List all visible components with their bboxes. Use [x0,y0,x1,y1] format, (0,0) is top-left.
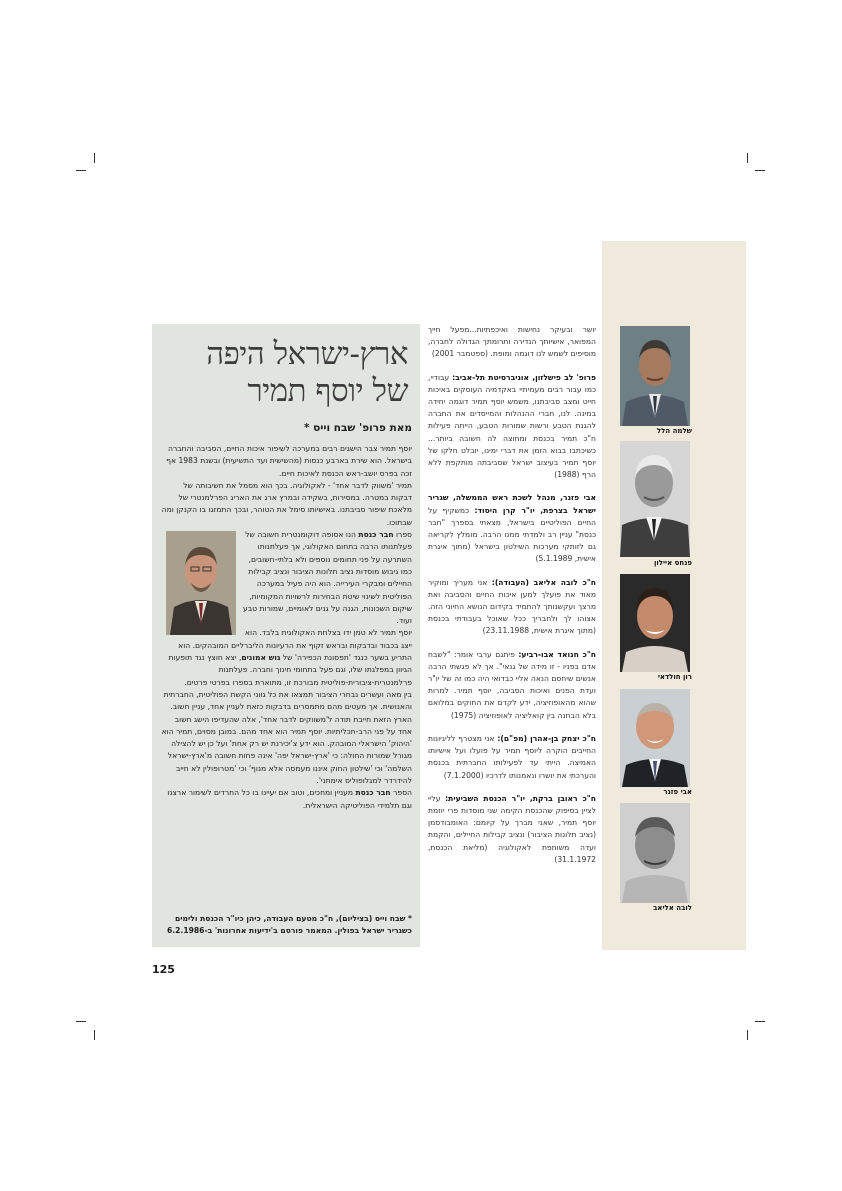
quote-author: ח"כ חנואד אבו-רביע: [518,649,596,659]
quote-author: פרופ' לב פישלזון, אוניברסיטת תל-אביב: [452,372,596,382]
quote-text: עבודיי, כמו עבור רבים מעמיתיי באקדמיה העוסקים באיכות חייט ומצב סביבתנו, משמש יוסף תמיר דוגמה יחידה במינה. לנו, חברי ההנהלות והמייסדים את החברה להגנת הטבע ורשות שמורות הטבע, הייתה פעילות ח"כ תמיר בכנסת ומחוצה לה חשובה ביותר... כשיכתבו בבוא הזמן את דברי ימינו, יובלט חלקו של יוסף תמיר בעיצוב ישראל שסביבתה מותקפת ללא הרף (1988) [428,372,596,480]
title-line-1: ארץ-ישראל היפה [206,336,408,372]
quote [428,492,596,565]
paragraph-text: ספרו [393,530,412,540]
article-body [160,443,412,812]
crop-mark [76,1021,86,1022]
photo-caption: רון חולדאי [657,673,692,681]
book-title: חבר כנסת [355,788,391,798]
portrait-image [620,441,690,557]
article-title [160,336,408,410]
portrait-photo [620,326,690,426]
portrait-image [620,803,690,903]
quote-author: אבי פזנר, מנהל לשכת ראש הממשלה, שגריר ישראל בצרפת, יו"ר קרן היסוד: [428,493,596,515]
crop-mark [94,153,95,163]
quote-text: כמשקיף על החיים הפוליטיים בישראל, מצאתי בספרך "חבר כנסת" עניין רב ולמדתי ממנו הרבה. מומלץ לקריאה גם לזותקי מערכות השילטון בישראל (מתוך איגרת אישית, 5.1.1989) [428,505,596,564]
paragraph-text: מעניין ומחכים, וטוב אם יעיינו בו כל החרדים לשימור ארצנו וגם תלמידי הפוליטיקה הישראלית. [167,788,412,810]
footnote: * שבח וייס (בציליום), ח"כ מטעם העבודה, כיהן כיו"ר הכנסת ולימים כשגריר ישראל בפולין. המאמר פורסם ב'ידיעות אחרונות' ב-6.2.1986 [166,914,412,935]
quote-text: עליי לציין בסיפוק שהכנסת הקימה שני מוסדות פרי יוזמת יוסף תמיר, שאני מברך על קיומם: האומבודסמן (נציב תלונות הציבור) ונציב קבילות החיילים, והקמת ועדה משותפת לאקולוגיה (מליאת הכנסת, 31.1.1972) [428,793,596,864]
crop-mark [755,1021,765,1022]
photo-caption: שלמה הלל [656,427,692,435]
quote [428,733,596,782]
author-portrait-image [166,531,236,635]
crop-mark [747,153,748,163]
photo-caption: לובה אליאב [653,904,692,912]
crop-mark [76,170,86,171]
paragraph: יוסף תמיר צבר הישגים רבים במערכה לשיפור איכות החיים, הסביבה והחברה בישראל. הוא שירת בארבע כנסות (מהשישית ועד התשיעית) ובשנת 1983 אף זכה בפרס יושב-ראש הכנסת לאיכות חיים. [166,444,412,478]
paragraph-text: הנו אסופה דוקומנטרית חשובה של פעלתנותו הרבה בתחום האקולוגי, אך פעלתנותו השתרעה על פני תחומים נוספים ולא בלתי-חשובים, כמו גיבוש מוסדות נציב תלונות הציבור ונציב קבילות החיילים ומבקרי העירייה. הוא היה פעיל במערכה הפוליטית לשינוי שיטת הבחירות לרשויות המקומיות, שיקום השכונות, הגנה על גנים לאומיים, שמורות טבע ועוד. [243,530,412,626]
portrait-photo [620,441,690,557]
paragraph-text: תמיר 'משווק לדבר אחד' - לאקולוגיה. בכך הוא מסמל את חשיבותה של דבקות במטרה. במסירות, בשקידה ובמרץ ארג את האריג הפרלמנטרי של מלאכת שיפור סביבתנו. באישיותו סימל את הטוהר, ובכך התמזגו בו הקנקן ומה שבתוכו. [161,480,412,527]
photo-column [602,241,746,950]
portrait-photo [620,689,690,787]
photo-caption: פנחס איילון [653,559,692,567]
quote-author: ח"כ לובה אליאב (העבודה): [491,577,596,587]
article-panel [152,324,420,947]
paragraph [160,480,412,529]
crop-mark [747,1030,748,1040]
paragraph: בין מאה ועשרים נבחרי הציבור תמצאו את כל גווני הקשת הפוליטית, החברתית והאנושית. אך מעטים מהם מתמסרים בדבקות כזאת לעניין אחד, עניין חשוב. הארץ הזאת חייבת תודה ל'משווקים לדבר אחד', אלה שהעדיפו הישג חשוב אחד על פני הרב-תכליתיות. יוסף תמיר הוא אחד מהם. במובן מסוים, תמיר הוא 'היהוק' הישראלי המובהק. הוא ידע צ'יכירנת יש רק אחת' ועל כן יש להצילה מגורל שמורות החולה: כי 'ארץ-ישראל יפה' אינה פחות חשובה מ'ארץ-ישראל השלמה' וכי 'שילטון החוק איננו מעמסה אלא מנוף' וכי 'מטרופולין לא חייב להידרדר למגלופוליס אימתני'. [161,689,412,786]
quote-text: אני מצטרף לליגיונות החייבים הוקרה ליוסף תמיר על פועלו ועל אישיותו האמיצה. הייתי עד לפעילותו החברתית בכנסת והערכתי את יושרו ונאמנותו לדרכיו (7.1.2000) [428,733,596,780]
author-portrait [166,531,236,635]
crop-mark [755,170,765,171]
quote-author: ח"כ ראובן ברקת, יו"ר הכנסת השביעית: [445,793,596,803]
portrait-photo [620,803,690,903]
quote [428,577,596,638]
quote [428,649,596,722]
portrait-image [620,326,690,426]
portrait-image [620,689,690,787]
quote [428,324,596,361]
paragraph-text: הספר [390,788,412,798]
quote [428,793,596,866]
paragraph-text: , יצא חוצץ נגד תופעות הגיוון במפלגתו שלו, וגם פעל בתחומי חינוך וחברה. פעלתנות פרלמנטרית-ציבורית-פוליטית מבורכת זו, מתוארת בספרו בפרטי פרטים. [168,653,412,687]
crop-mark [94,1030,95,1040]
quote-text: פיתגם ערבי אומר: "לשבח אדם בפניו - זו מידה של גנאי". אך לא פגשתי הרבה אנשים שיחסם הנאה אליי כבדואי היה כמו זה של יו"ר ועדת הפנים ואיכות הסביבה, יוסף תמיר. למרות שהוא מהאופוזיציה, ידע לקדם את החוקים במלואם בלא הבחנה בין קואליציה לאופוזיציה (1975) [428,649,596,720]
paragraph [160,627,412,688]
portrait-image [620,574,690,672]
quote-author: ח"כ יצחק בן-אהרן (מפ"ם): [497,733,596,743]
quotes-column [428,324,596,877]
page-number: 125 [152,963,175,976]
portrait-photo [620,574,690,672]
paragraph [160,787,412,812]
byline: מאת פרופ' שבח וייס * [304,422,412,434]
quote-text: אני מעריך ומוקיר מאוד את פועלך למען איכות החיים והסביבה ואת מרצך ועקשנותך להתמיד בקידום הנושא החיוני הזה. אצוהו לך ולחבריך ככל שאוכל בעבודתי בכנסת (מתוך איגרת אישית, 23.11.1988) [428,577,596,636]
emphasis: גוש אמונים [241,653,281,663]
title-line-2: של יוסף תמיר [247,373,408,409]
paragraph-text: יוסף תמיר לא טמן ידו בצלחת האקולוגית בלבד. הוא ייצג בכבוד ובדבקות ובראש זקוף את הרעיונות הליברליים המובהקים. הוא התריע בשער כנגד 'תפסונת הכפירה' של [178,628,412,663]
photo-caption: אבי פזנר [663,788,692,796]
book-title: חבר כנסת [358,530,394,540]
quote-text: יושר ובעיקר נחישות ואיכפתיות...מפעל חייך המפואר, אישיותך הנדירה ותרומתך הגדולה לחברה, מוסיפים לשמש לנו דוגמה ומופת. (ספטמבר 2001) [428,325,596,359]
quote [428,372,596,482]
